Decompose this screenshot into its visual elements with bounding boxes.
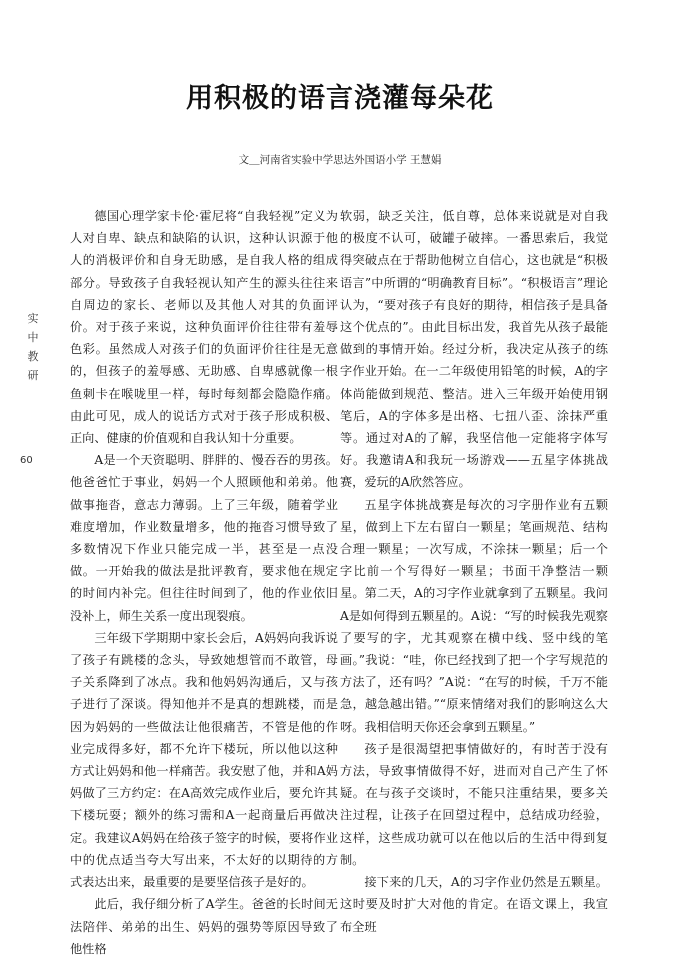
left-column <box>70 205 338 956</box>
right-column <box>340 205 608 934</box>
paragraph: 五星字体挑战赛是每次的习字册作业有五颗星，做到上下左右留白一颗星；笔画规范、结构合理一颗星；一次写成，不涂抹一颗星；后一个字比前一个写得好一颗星；书面干净整洁一颗星。第二天，A的习字作业就拿到了五颗星。我问A是如何得到五颗星的。A说：“写的时候我先观察了要写的字，尤其观察在横中线、竖中线的笔画。”我说：“哇，你已经找到了把一个字写规范的方法了，还有吗？”A说：“在写的时候，千万不能急，越急越出错。”“原来情绪对我们的影响这么大呀。我相信明天你还会拿到五颗星。” <box>340 497 608 734</box>
paragraph: 此后，我仔细分析了A学生。爸爸的长时间无法陪伴、弟弟的出生、妈妈的强势等原因导致了他性格 <box>70 897 338 956</box>
section-label: 实中教研 <box>27 312 39 382</box>
article-title: 用积极的语言浇灌每朵花 <box>186 83 494 114</box>
paragraph: 德国心理学家卡伦·霍尼将“自我轻视”定义为人对自卑、缺点和缺陷的认识，这种认识源于他人的消极评价和自身无助感，是自我人格的组成部分。导致孩子自我轻视认知产生的源头往往来自周边的家长、老师以及其他人对其的负面评价。对于孩子来说，这种负面评价往往带有羞辱色彩。虽然成人对孩子们的负面评价往往是无意的，但孩子的羞辱感、无助感、自卑感就像一根鱼刺卡在喉咙里一样，每时每刻都会隐隐作痛。由此可见，成人的说话方式对于孩子形成积极、正向、健康的价值观和自我认知十分重要。 <box>70 209 338 446</box>
byline: 文＿河南省实验中学思达外国语小学 王慧娟 <box>238 154 442 166</box>
paragraph: 孩子是很渴望把事情做好的，有时苦于没有方法，导致事情做得不好，进而对自己产生了怀疑。在与孩子交谈时，不能只注重结果，要多关注过程，让孩子在回望过程中，总结成功经验，这样，这些成功就可以在他以后的生活中得到复制。 <box>340 741 608 867</box>
page-number: 60 <box>20 455 33 466</box>
paragraph: A是一个天资聪明、胖胖的、慢吞吞的男孩。他爸爸忙于事业，妈妈一个人照顾他和弟弟。他做事拖沓，意志力薄弱。上了三年级，随着学业难度增加，作业数量增多，他的拖沓习惯导致了多数情况下作业只能完成一半，甚至是一点没做。一开始我的做法是批评教育，要求他在规定的时间内补完。但往往时间到了，他的作业依旧没补上，师生关系一度出现裂痕。 <box>70 453 338 623</box>
paragraph: 接下来的几天，A的习字作业仍然是五颗星。这时要及时扩大对他的肯定。在语文课上，我宣布全班 <box>340 875 608 934</box>
paragraph: 三年级下学期期中家长会后，A妈妈向我诉说了孩子有跳楼的念头，导致她想管而不敢管，母子关系降到了冰点。我和他妈妈沟通后，又与孩子进行了深谈。得知他并不是真的想跳楼，而是因为妈妈的一些做法让他很痛苦，不管是他的作业完成得多好，都不允许下楼玩，所以他以这种方式让妈妈和他一样痛苦。我安慰了他，并和A妈妈做了三方约定：在A高效完成作业后，要允许其下楼玩耍；额外的练习需和A一起商量后再做决定。我建议A妈妈在给孩子签字的时候，要将作业中的优点适当夸大写出来，不太好的以期待的方式表达出来，最重要的是要坚信孩子是好的。 <box>70 630 338 890</box>
paragraph: 软弱，缺乏关注，低自尊，总体来说就是对自我的极度不认可，破罐子破摔。一番思索后，我觉得突破点在于帮助他树立自信心，这也就是“积极语言”中所谓的“明确教育目标”。“积极语言”理论认为，“要对孩子有良好的期待，相信孩子是具备这个优点的”。由此目标出发，我首先从孩子最能做到的事情开始。经过分析，我决定从孩子的练字作业开始。在一二年级使用铅笔的时候，A的字体尚能做到规范、整洁。进入三年级开始使用钢笔后，A的字体多是出格、七扭八歪、涂抹严重等。通过对A的了解，我坚信他一定能将字体写好。我邀请A和我玩一场游戏——五星字体挑战赛，爱玩的A欣然答应。 <box>340 209 608 490</box>
